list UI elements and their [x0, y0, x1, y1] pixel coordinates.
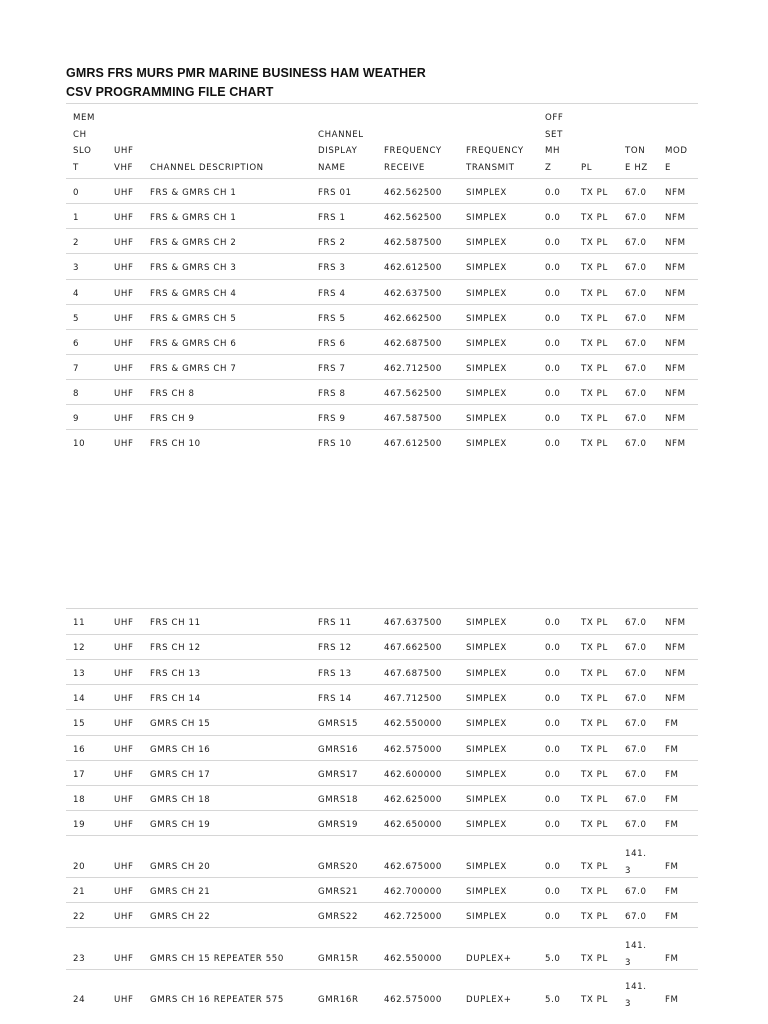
- cell-pl: TX PL: [581, 643, 608, 653]
- cell-mem: 1: [73, 213, 80, 223]
- cell-desc: GMRS CH 15: [150, 719, 211, 729]
- cell-mem: 3: [73, 263, 80, 273]
- cell-pl: TX PL: [581, 862, 608, 872]
- cell-pl: TX PL: [581, 314, 608, 324]
- cell-rx: 462.587500: [384, 238, 442, 248]
- cell-band: UHF: [114, 862, 134, 872]
- column-header-mode: MOD E: [665, 146, 688, 173]
- cell-rx: 462.575000: [384, 995, 442, 1005]
- cell-tone: 67.0: [625, 770, 647, 780]
- cell-tone: 67.0: [625, 887, 647, 897]
- cell-off: 0.0: [545, 289, 561, 299]
- cell-off: 0.0: [545, 643, 561, 653]
- column-header-band: UHF VHF: [114, 146, 134, 173]
- cell-tx: SIMPLEX: [466, 694, 507, 704]
- cell-pl: TX PL: [581, 719, 608, 729]
- cell-rx: 462.712500: [384, 364, 442, 374]
- cell-band: UHF: [114, 795, 134, 805]
- cell-mem: 5: [73, 314, 80, 324]
- row-divider: [66, 835, 698, 836]
- cell-desc: FRS CH 9: [150, 414, 195, 424]
- cell-mode: NFM: [665, 238, 686, 248]
- cell-pl: TX PL: [581, 289, 608, 299]
- cell-mem: 17: [73, 770, 86, 780]
- cell-mode: NFM: [665, 439, 686, 449]
- cell-tone: 67.0: [625, 912, 647, 922]
- cell-tone: 67.0: [625, 643, 647, 653]
- cell-off: 0.0: [545, 912, 561, 922]
- cell-name: FRS 3: [318, 263, 346, 273]
- cell-mode: NFM: [665, 414, 686, 424]
- cell-tone: 67.0: [625, 795, 647, 805]
- cell-off: 5.0: [545, 954, 561, 964]
- cell-mem: 6: [73, 339, 80, 349]
- cell-mode: NFM: [665, 263, 686, 273]
- cell-pl: TX PL: [581, 339, 608, 349]
- cell-tone: 67.0: [625, 618, 647, 628]
- cell-band: UHF: [114, 954, 134, 964]
- cell-desc: FRS & GMRS CH 1: [150, 188, 237, 198]
- cell-mem: 14: [73, 694, 86, 704]
- cell-rx: 462.550000: [384, 719, 442, 729]
- row-divider: [66, 969, 698, 970]
- cell-off: 0.0: [545, 719, 561, 729]
- cell-rx: 462.562500: [384, 213, 442, 223]
- cell-tx: SIMPLEX: [466, 643, 507, 653]
- cell-mode: NFM: [665, 339, 686, 349]
- cell-tone: 141. 3: [625, 941, 647, 968]
- column-header-tone: TON E HZ: [625, 146, 648, 173]
- cell-band: UHF: [114, 314, 134, 324]
- cell-tx: SIMPLEX: [466, 745, 507, 755]
- cell-mode: FM: [665, 745, 679, 755]
- cell-mode: NFM: [665, 314, 686, 324]
- cell-band: UHF: [114, 213, 134, 223]
- cell-off: 0.0: [545, 314, 561, 324]
- cell-name: GMRS16: [318, 745, 359, 755]
- row-divider: [66, 354, 698, 355]
- cell-desc: FRS & GMRS CH 5: [150, 314, 237, 324]
- cell-band: UHF: [114, 414, 134, 424]
- cell-pl: TX PL: [581, 995, 608, 1005]
- cell-mode: NFM: [665, 289, 686, 299]
- cell-pl: TX PL: [581, 389, 608, 399]
- cell-pl: TX PL: [581, 820, 608, 830]
- cell-off: 0.0: [545, 389, 561, 399]
- cell-off: 0.0: [545, 669, 561, 679]
- row-divider: [66, 329, 698, 330]
- cell-name: FRS 2: [318, 238, 346, 248]
- cell-mode: FM: [665, 770, 679, 780]
- cell-pl: TX PL: [581, 618, 608, 628]
- cell-tx: SIMPLEX: [466, 439, 507, 449]
- cell-name: FRS 11: [318, 618, 352, 628]
- cell-mem: 15: [73, 719, 86, 729]
- cell-mem: 21: [73, 887, 86, 897]
- cell-mem: 9: [73, 414, 80, 424]
- cell-name: FRS 14: [318, 694, 352, 704]
- cell-desc: FRS CH 12: [150, 643, 201, 653]
- cell-desc: GMRS CH 18: [150, 795, 211, 805]
- cell-tone: 67.0: [625, 820, 647, 830]
- cell-pl: TX PL: [581, 954, 608, 964]
- column-header-pl: PL: [581, 162, 593, 173]
- cell-tx: SIMPLEX: [466, 669, 507, 679]
- row-divider: [66, 379, 698, 380]
- cell-name: GMRS17: [318, 770, 359, 780]
- cell-name: FRS 10: [318, 439, 352, 449]
- cell-tone: 67.0: [625, 439, 647, 449]
- cell-desc: GMRS CH 16 REPEATER 575: [150, 995, 284, 1005]
- cell-mem: 13: [73, 669, 86, 679]
- row-divider: [66, 279, 698, 280]
- cell-mode: FM: [665, 795, 679, 805]
- cell-rx: 467.662500: [384, 643, 442, 653]
- cell-rx: 462.675000: [384, 862, 442, 872]
- cell-tone: 141. 3: [625, 982, 647, 1009]
- cell-band: UHF: [114, 770, 134, 780]
- cell-tone: 67.0: [625, 238, 647, 248]
- cell-name: FRS 4: [318, 289, 346, 299]
- cell-rx: 467.637500: [384, 618, 442, 628]
- cell-band: UHF: [114, 912, 134, 922]
- cell-tone: 141. 3: [625, 849, 647, 876]
- cell-name: FRS 5: [318, 314, 346, 324]
- cell-pl: TX PL: [581, 439, 608, 449]
- column-header-off: OFF SET MH Z: [545, 113, 564, 173]
- cell-rx: 467.587500: [384, 414, 442, 424]
- cell-mode: NFM: [665, 694, 686, 704]
- cell-tx: SIMPLEX: [466, 238, 507, 248]
- cell-rx: 462.687500: [384, 339, 442, 349]
- cell-band: UHF: [114, 694, 134, 704]
- column-header-rx: FREQUENCY RECEIVE: [384, 146, 442, 173]
- cell-mem: 8: [73, 389, 80, 399]
- cell-tone: 67.0: [625, 719, 647, 729]
- cell-desc: FRS CH 14: [150, 694, 201, 704]
- cell-pl: TX PL: [581, 887, 608, 897]
- row-divider: [66, 735, 698, 736]
- cell-tx: SIMPLEX: [466, 364, 507, 374]
- cell-mode: NFM: [665, 364, 686, 374]
- cell-tone: 67.0: [625, 364, 647, 374]
- cell-rx: 462.700000: [384, 887, 442, 897]
- row-divider: [66, 429, 698, 430]
- cell-off: 0.0: [545, 414, 561, 424]
- cell-band: UHF: [114, 887, 134, 897]
- cell-band: UHF: [114, 364, 134, 374]
- cell-name: GMR16R: [318, 995, 359, 1005]
- cell-tx: SIMPLEX: [466, 795, 507, 805]
- cell-name: FRS 6: [318, 339, 346, 349]
- cell-rx: 462.612500: [384, 263, 442, 273]
- cell-band: UHF: [114, 820, 134, 830]
- cell-band: UHF: [114, 188, 134, 198]
- cell-tone: 67.0: [625, 414, 647, 424]
- cell-pl: TX PL: [581, 364, 608, 374]
- cell-tx: SIMPLEX: [466, 339, 507, 349]
- cell-mode: FM: [665, 887, 679, 897]
- cell-tx: DUPLEX+: [466, 954, 512, 964]
- cell-band: UHF: [114, 439, 134, 449]
- cell-tx: SIMPLEX: [466, 188, 507, 198]
- cell-tone: 67.0: [625, 694, 647, 704]
- cell-mem: 24: [73, 995, 86, 1005]
- cell-off: 0.0: [545, 618, 561, 628]
- cell-off: 0.0: [545, 238, 561, 248]
- row-divider: [66, 404, 698, 405]
- cell-rx: 462.725000: [384, 912, 442, 922]
- cell-rx: 462.650000: [384, 820, 442, 830]
- cell-name: GMRS15: [318, 719, 359, 729]
- cell-mem: 16: [73, 745, 86, 755]
- cell-mem: 4: [73, 289, 80, 299]
- row-divider: [66, 659, 698, 660]
- cell-desc: GMRS CH 16: [150, 745, 211, 755]
- cell-name: GMR15R: [318, 954, 359, 964]
- cell-desc: GMRS CH 22: [150, 912, 211, 922]
- cell-band: UHF: [114, 263, 134, 273]
- cell-tone: 67.0: [625, 389, 647, 399]
- row-divider: [66, 608, 698, 609]
- cell-band: UHF: [114, 289, 134, 299]
- row-divider: [66, 203, 698, 204]
- document-title: GMRS FRS MURS PMR MARINE BUSINESS HAM WEATHER: [66, 66, 426, 80]
- cell-tx: SIMPLEX: [466, 213, 507, 223]
- cell-mode: NFM: [665, 618, 686, 628]
- cell-mem: 11: [73, 618, 86, 628]
- cell-off: 0.0: [545, 820, 561, 830]
- cell-rx: 467.612500: [384, 439, 442, 449]
- cell-desc: FRS & GMRS CH 2: [150, 238, 237, 248]
- cell-pl: TX PL: [581, 694, 608, 704]
- cell-desc: GMRS CH 15 REPEATER 550: [150, 954, 284, 964]
- cell-mem: 10: [73, 439, 86, 449]
- cell-name: FRS 01: [318, 188, 352, 198]
- cell-name: FRS 8: [318, 389, 346, 399]
- row-divider: [66, 927, 698, 928]
- cell-tx: SIMPLEX: [466, 912, 507, 922]
- cell-mem: 19: [73, 820, 86, 830]
- cell-tx: SIMPLEX: [466, 414, 507, 424]
- cell-desc: FRS CH 11: [150, 618, 201, 628]
- cell-rx: 462.625000: [384, 795, 442, 805]
- cell-desc: GMRS CH 17: [150, 770, 211, 780]
- cell-tx: SIMPLEX: [466, 719, 507, 729]
- row-divider: [66, 785, 698, 786]
- cell-tone: 67.0: [625, 745, 647, 755]
- cell-off: 0.0: [545, 364, 561, 374]
- cell-pl: TX PL: [581, 414, 608, 424]
- cell-desc: FRS & GMRS CH 4: [150, 289, 237, 299]
- cell-desc: FRS CH 8: [150, 389, 195, 399]
- row-divider: [66, 810, 698, 811]
- cell-mode: FM: [665, 995, 679, 1005]
- cell-pl: TX PL: [581, 238, 608, 248]
- cell-mode: FM: [665, 719, 679, 729]
- cell-off: 0.0: [545, 213, 561, 223]
- row-divider: [66, 902, 698, 903]
- row-divider: [66, 877, 698, 878]
- cell-name: FRS 1: [318, 213, 346, 223]
- cell-name: FRS 12: [318, 643, 352, 653]
- cell-off: 0.0: [545, 439, 561, 449]
- cell-band: UHF: [114, 618, 134, 628]
- cell-band: UHF: [114, 238, 134, 248]
- cell-tone: 67.0: [625, 669, 647, 679]
- row-divider: [66, 253, 698, 254]
- cell-band: UHF: [114, 669, 134, 679]
- cell-rx: 462.575000: [384, 745, 442, 755]
- cell-off: 5.0: [545, 995, 561, 1005]
- cell-rx: 462.637500: [384, 289, 442, 299]
- cell-tone: 67.0: [625, 289, 647, 299]
- cell-pl: TX PL: [581, 669, 608, 679]
- cell-mode: NFM: [665, 389, 686, 399]
- cell-rx: 462.550000: [384, 954, 442, 964]
- cell-desc: GMRS CH 19: [150, 820, 211, 830]
- column-header-name: CHANNEL DISPLAY NAME: [318, 129, 364, 173]
- cell-pl: TX PL: [581, 213, 608, 223]
- cell-mem: 2: [73, 238, 80, 248]
- cell-mode: FM: [665, 954, 679, 964]
- cell-mode: NFM: [665, 213, 686, 223]
- row-divider: [66, 684, 698, 685]
- cell-name: FRS 9: [318, 414, 346, 424]
- cell-pl: TX PL: [581, 263, 608, 273]
- cell-band: UHF: [114, 995, 134, 1005]
- cell-tx: DUPLEX+: [466, 995, 512, 1005]
- cell-desc: FRS CH 10: [150, 439, 201, 449]
- cell-mode: FM: [665, 820, 679, 830]
- cell-band: UHF: [114, 643, 134, 653]
- cell-tx: SIMPLEX: [466, 820, 507, 830]
- cell-tone: 67.0: [625, 263, 647, 273]
- column-header-desc: CHANNEL DESCRIPTION: [150, 162, 264, 173]
- row-divider: [66, 228, 698, 229]
- cell-pl: TX PL: [581, 188, 608, 198]
- cell-name: GMRS19: [318, 820, 359, 830]
- divider: [66, 103, 698, 104]
- cell-off: 0.0: [545, 263, 561, 273]
- cell-off: 0.0: [545, 862, 561, 872]
- cell-tx: SIMPLEX: [466, 618, 507, 628]
- cell-desc: GMRS CH 20: [150, 862, 211, 872]
- cell-mem: 18: [73, 795, 86, 805]
- cell-name: GMRS22: [318, 912, 359, 922]
- cell-tx: SIMPLEX: [466, 289, 507, 299]
- document-subtitle: CSV PROGRAMMING FILE CHART: [66, 85, 274, 99]
- cell-rx: 467.712500: [384, 694, 442, 704]
- cell-tx: SIMPLEX: [466, 887, 507, 897]
- cell-band: UHF: [114, 719, 134, 729]
- cell-tx: SIMPLEX: [466, 770, 507, 780]
- cell-desc: FRS & GMRS CH 1: [150, 213, 237, 223]
- cell-band: UHF: [114, 745, 134, 755]
- cell-name: GMRS18: [318, 795, 359, 805]
- cell-band: UHF: [114, 339, 134, 349]
- column-header-tx: FREQUENCY TRANSMIT: [466, 146, 524, 173]
- cell-desc: FRS CH 13: [150, 669, 201, 679]
- cell-mem: 7: [73, 364, 80, 374]
- cell-mode: NFM: [665, 669, 686, 679]
- cell-tone: 67.0: [625, 314, 647, 324]
- cell-rx: 467.687500: [384, 669, 442, 679]
- cell-mem: 20: [73, 862, 86, 872]
- cell-tx: SIMPLEX: [466, 862, 507, 872]
- cell-mem: 22: [73, 912, 86, 922]
- cell-mode: NFM: [665, 188, 686, 198]
- cell-band: UHF: [114, 389, 134, 399]
- row-divider: [66, 760, 698, 761]
- cell-rx: 467.562500: [384, 389, 442, 399]
- cell-pl: TX PL: [581, 912, 608, 922]
- cell-tx: SIMPLEX: [466, 389, 507, 399]
- cell-off: 0.0: [545, 795, 561, 805]
- cell-pl: TX PL: [581, 745, 608, 755]
- cell-mode: NFM: [665, 643, 686, 653]
- row-divider: [66, 634, 698, 635]
- cell-tx: SIMPLEX: [466, 263, 507, 273]
- cell-off: 0.0: [545, 188, 561, 198]
- row-divider: [66, 709, 698, 710]
- cell-desc: FRS & GMRS CH 3: [150, 263, 237, 273]
- cell-desc: FRS & GMRS CH 7: [150, 364, 237, 374]
- cell-off: 0.0: [545, 887, 561, 897]
- cell-pl: TX PL: [581, 795, 608, 805]
- cell-off: 0.0: [545, 694, 561, 704]
- cell-desc: FRS & GMRS CH 6: [150, 339, 237, 349]
- cell-tone: 67.0: [625, 188, 647, 198]
- column-header-mem: MEM CH SLO T: [73, 113, 96, 173]
- cell-name: GMRS20: [318, 862, 359, 872]
- cell-mem: 12: [73, 643, 86, 653]
- cell-off: 0.0: [545, 339, 561, 349]
- cell-name: FRS 7: [318, 364, 346, 374]
- cell-mem: 0: [73, 188, 80, 198]
- cell-name: FRS 13: [318, 669, 352, 679]
- cell-tone: 67.0: [625, 339, 647, 349]
- cell-mode: FM: [665, 862, 679, 872]
- cell-mem: 23: [73, 954, 86, 964]
- cell-mode: FM: [665, 912, 679, 922]
- row-divider: [66, 304, 698, 305]
- cell-rx: 462.600000: [384, 770, 442, 780]
- cell-rx: 462.662500: [384, 314, 442, 324]
- cell-off: 0.0: [545, 770, 561, 780]
- cell-name: GMRS21: [318, 887, 359, 897]
- cell-desc: GMRS CH 21: [150, 887, 211, 897]
- cell-tx: SIMPLEX: [466, 314, 507, 324]
- cell-pl: TX PL: [581, 770, 608, 780]
- cell-rx: 462.562500: [384, 188, 442, 198]
- cell-tone: 67.0: [625, 213, 647, 223]
- row-divider: [66, 178, 698, 179]
- cell-off: 0.0: [545, 745, 561, 755]
